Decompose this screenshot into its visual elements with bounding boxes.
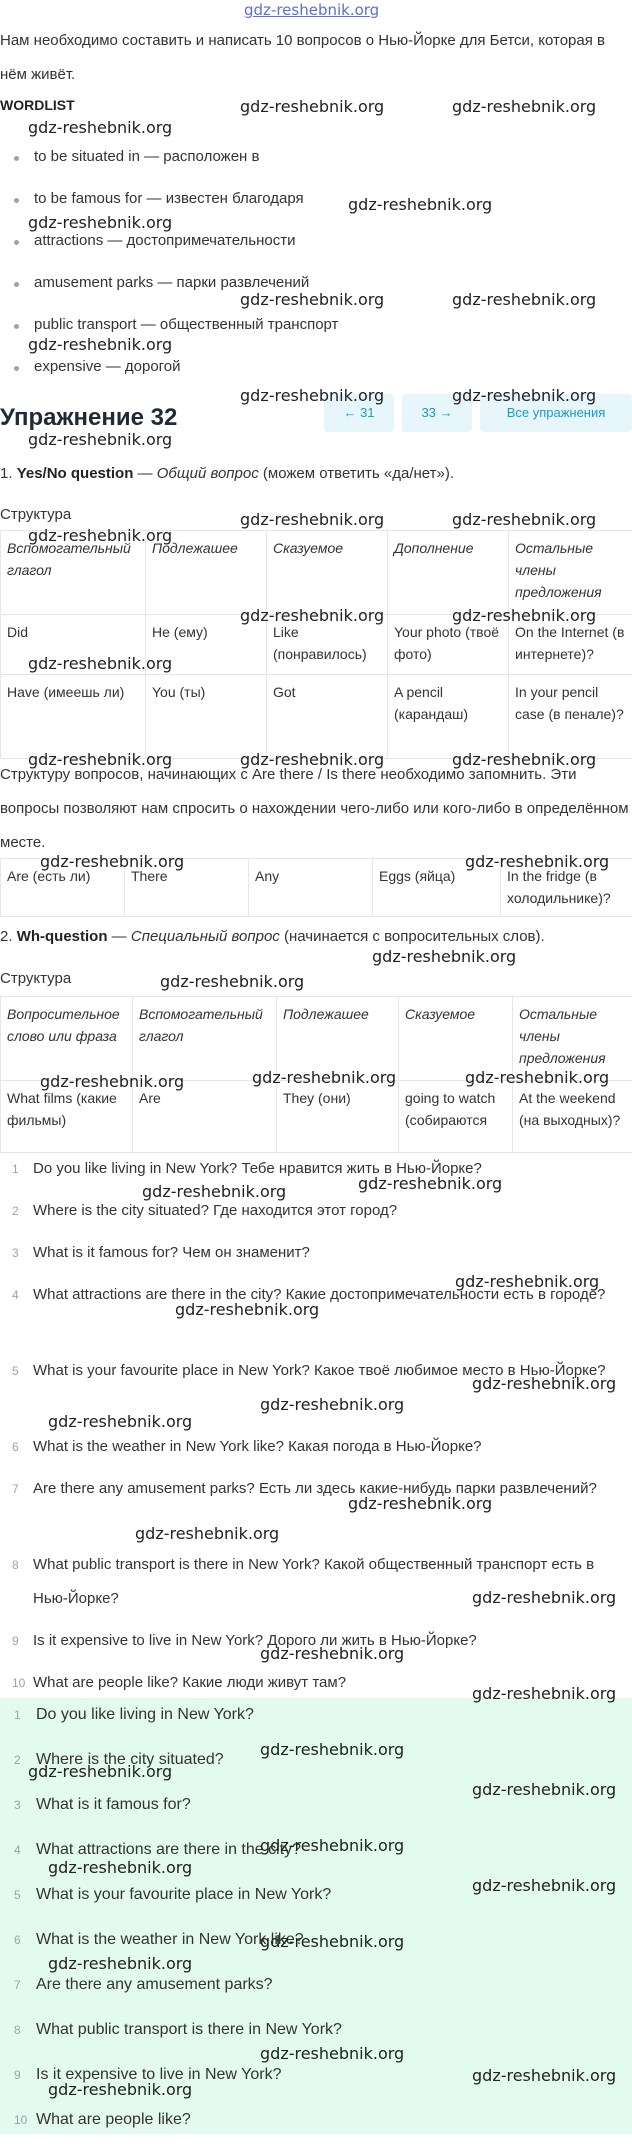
watermark: gdz-reshebnik.org [28,335,172,354]
watermark: gdz-reshebnik.org [28,526,172,545]
section1-heading: 1. Yes/No question — Общий вопрос (можем ответить «да/нет»). [0,457,454,491]
watermark: gdz-reshebnik.org [452,290,596,309]
section1-structure-label: Структура [0,498,71,532]
watermark: gdz-reshebnik.org [465,852,609,871]
wordlist-item: public transport — общественный транспорт [0,308,632,350]
list-item: 3 What is it famous for? Чем он знаменит? [0,1236,632,1278]
yes-no-structure-table [0,530,632,759]
wordlist-title: WORDLIST [0,97,75,113]
prev-exercise-button[interactable]: ← 31 [324,394,394,432]
list-item: 7 Are there any amusement parks? [0,1968,632,2013]
watermark: gdz-reshebnik.org [28,213,172,232]
header-cell: Остальные члены предложения [513,997,632,1081]
intro-text: Нам необходимо составить и написать 10 вопросов о Нью-Йорке для Бетси, которая в нём живёт. [0,24,632,92]
watermark: gdz-reshebnik.org [160,972,304,991]
watermark: gdz-reshebnik.org [252,1068,396,1087]
watermark: gdz-reshebnik.org [240,97,384,116]
list-item: 2 Where is the city situated? Где находится этот город? [0,1194,632,1236]
watermark: gdz-reshebnik.org [472,1876,616,1895]
table-cell: Did [1,615,146,675]
watermark: gdz-reshebnik.org [472,1684,616,1703]
watermark: gdz-reshebnik.org [452,606,596,625]
table-cell: In your pencil case (в пенале)? [509,675,632,759]
exercise-title: Упражнение 32 [0,404,177,432]
wordlist-item: expensive — дорогой [0,350,632,392]
watermark: gdz-reshebnik.org [465,1068,609,1087]
table-cell: In the fridge (в холодильнике)? [501,859,632,917]
watermark: gdz-reshebnik.org [240,510,384,529]
list-item: 4 What attractions are there in the city? Какие достопримечательности есть в городе? [0,1278,632,1354]
watermark: gdz-reshebnik.org [348,195,492,214]
table-cell: Got [267,675,388,759]
list-item: 9 Is it expensive to live in New York? Дорого ли жить в Нью-Йорке? [0,1624,632,1666]
section2-heading: 2. Wh-question — Специальный вопрос (начинается с вопросительных слов). [0,920,545,954]
watermark: gdz-reshebnik.org [135,1524,279,1543]
wordlist [0,140,632,392]
watermark: gdz-reshebnik.org [372,947,516,966]
header-cell: Дополнение [388,531,509,615]
table-cell: Like (понравилось) [267,615,388,675]
watermark: gdz-reshebnik.org [260,1740,404,1759]
watermark: gdz-reshebnik.org [175,1300,319,1319]
watermark: gdz-reshebnik.org [260,1644,404,1663]
list-item: 7 Are there any amusement parks? Есть ли здесь какие-нибудь парки развлечений? [0,1472,632,1548]
watermark: gdz-reshebnik.org [48,2080,192,2099]
watermark: gdz-reshebnik.org [48,1954,192,1973]
watermark: gdz-reshebnik.org [472,1780,616,1799]
watermark: gdz-reshebnik.org [28,118,172,137]
header-cell: Вспомогательный глагол [1,531,146,615]
watermark: gdz-reshebnik.org [260,1932,404,1951]
table-cell: There [125,859,249,917]
list-item: 3 What is it famous for? [0,1788,632,1833]
watermark: gdz-reshebnik.org [28,1762,172,1781]
watermark: gdz-reshebnik.org [28,654,172,673]
header-cell: Вспомогательный глагол [133,997,277,1081]
watermark: gdz-reshebnik.org [48,1412,192,1431]
watermark: gdz-reshebnik.org [240,386,384,405]
wordlist-item: to be famous for — известен благодаря [0,182,632,224]
table-row [1,1081,632,1153]
table-cell: He (ему) [146,615,267,675]
watermark: gdz-reshebnik.org [40,852,184,871]
table-cell: What films (какие фильмы) [1,1081,133,1153]
watermark: gdz-reshebnik.org [28,430,172,449]
next-exercise-button[interactable]: 33 → [402,394,472,432]
watermark: gdz-reshebnik.org [452,750,596,769]
table-cell: Are (есть ли) [1,859,125,917]
all-exercises-button[interactable]: Все упражнения [480,394,632,432]
watermark: gdz-reshebnik.org [260,2044,404,2063]
watermark: gdz-reshebnik.org [472,1374,616,1393]
list-item: 8 What public transport is there in New York? Какой общественный транспорт есть в Нью-Йорке? [0,1548,632,1624]
list-item: 5 What is your favourite place in New York? [0,1878,632,1923]
watermark: gdz-reshebnik.org [472,1588,616,1607]
watermark: gdz-reshebnik.org [142,1182,286,1201]
list-item: 9 Is it expensive to live in New York? [0,2058,632,2103]
list-item: 1 Do you like living in New York? Тебе нравится жить в Нью-Йорке? [0,1152,632,1194]
header-cell: Сказуемое [267,531,388,615]
list-item: 6 What is the weather in New York like? [0,1923,632,1968]
watermark: gdz-reshebnik.org [452,97,596,116]
list-item: 2 Where is the city situated? [0,1743,632,1788]
list-item: 5 What is your favourite place in New York? Какое твоё любимое место в Нью-Йорке? [0,1354,632,1430]
watermark: gdz-reshebnik.org [240,750,384,769]
table-cell: Eggs (яйца) [373,859,501,917]
watermark: gdz-reshebnik.org [452,386,596,405]
watermark: gdz-reshebnik.org [472,2066,616,2085]
table-cell: going to watch (собираются [399,1081,513,1153]
table-cell: They (они) [277,1081,399,1153]
watermark: gdz-reshebnik.org [348,1494,492,1513]
there-note: Структуру вопросов, начинающих с Are there / Is there необходимо запомнить. Эти вопросы позволяют нам спросить о нахождении чего-либо или кого-либо в определённом месте. [0,758,632,860]
header-cell: Сказуемое [399,997,513,1081]
list-item: 10 What are people like? Какие люди живут там? [0,1666,632,1708]
header-cell: Подлежашее [146,531,267,615]
table-cell: A pencil (карандаш) [388,675,509,759]
table-cell: You (ты) [146,675,267,759]
wordlist-item: to be situated in — расположен в [0,140,632,182]
header-cell: Вопросительное слово или фраза [1,997,133,1081]
watermark: gdz-reshebnik.org [452,510,596,529]
watermark: gdz-reshebnik.org [260,1395,404,1414]
table-cell: Any [249,859,373,917]
wordlist-item: amusement parks — парки развлечений [0,266,632,308]
table-cell: At the weekend (на выходных)? [513,1081,632,1153]
watermark: gdz-reshebnik.org [240,290,384,309]
table-cell: Are [133,1081,277,1153]
watermark: gdz-reshebnik.org [240,606,384,625]
watermark: gdz-reshebnik.org [358,1174,502,1193]
watermark: gdz-reshebnik.org [455,1272,599,1291]
table-cell: Your photo (твоё фото) [388,615,509,675]
watermark: gdz-reshebnik.org [48,1858,192,1877]
list-item: 8 What public transport is there in New York? [0,2013,632,2058]
section2-structure-label: Структура [0,962,71,996]
wordlist-item: attractions — достопримечательности [0,224,632,266]
list-item: 4 What attractions are there in the city? [0,1833,632,1878]
watermark: gdz-reshebnik.org [260,1836,404,1855]
table-cell: Have (имеешь ли) [1,675,146,759]
site-link-top[interactable]: gdz-reshebnik.org [244,1,379,19]
list-item: 1 Do you like living in New York? [0,1698,632,1743]
watermark: gdz-reshebnik.org [40,1072,184,1091]
list-item: 6 What is the weather in New York like? Какая погода в Нью-Йорке? [0,1430,632,1472]
watermark: gdz-reshebnik.org [28,750,172,769]
list-item: 10 What are people like? [0,2103,632,2148]
table-cell: On the Internet (в интернете)? [509,615,632,675]
header-cell: Подлежашее [277,997,399,1081]
table-row [1,675,632,759]
header-cell: Остальные члены предложения [509,531,632,615]
